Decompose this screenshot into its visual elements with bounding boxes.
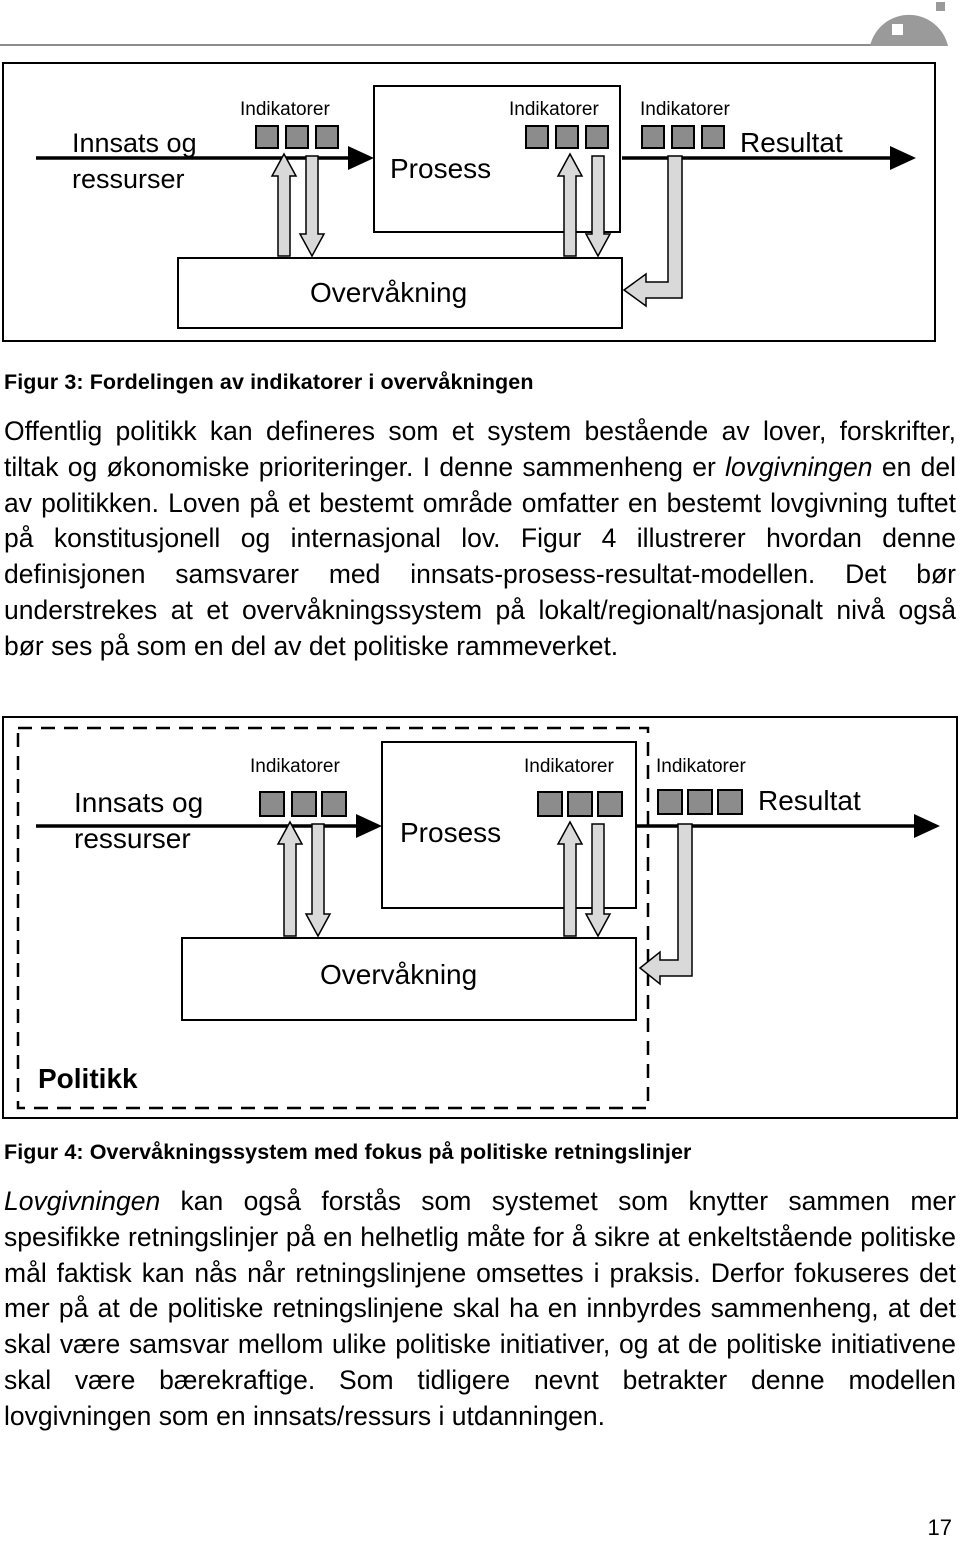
indicator-label-5: Indikatorer (524, 756, 614, 777)
figure-3-caption: Figur 3: Fordelingen av indikatorer i overvåkningen (4, 370, 534, 394)
result-label: Resultat (740, 127, 843, 158)
arrow-up-1 (272, 154, 296, 256)
publisher-logo-icon (862, 0, 960, 48)
indicator-label-3: Indikatorer (640, 99, 730, 120)
paragraph-1-text-a: Offentlig politikk kan defineres som et system bestående av lover, forskrifter, tiltak og økonomiske prioriteringer. I denne sammenheng er (4, 416, 956, 482)
paragraph-2 (4, 1184, 956, 1435)
process-label-fig4: Prosess (400, 817, 502, 848)
indicator-squares-3 (642, 126, 724, 148)
figure-4-caption: Figur 4: Overvåkningssystem med fokus på politiske retningslinjer (4, 1140, 692, 1164)
arrow-down-1 (300, 156, 324, 256)
arrow-down-3 (306, 824, 330, 936)
paragraph-1-text-b: en del av politikken. Loven på et bestemt område omfatter en bestemt lovgivning tuftet på konstitusjonell og internasjonal lov. Figur 4 illustrerer hvordan denne definisjonen samsvarer med innsats-prosess-resultat-modellen. Det bør understrekes at et overvåkningssystem på lokalt/regionalt/nasjonalt nivå også bør ses på som en del av det politiske rammeverket. (4, 451, 956, 661)
arrow-feedback (624, 156, 682, 306)
input-label-line1-fig4: Innsats og (74, 787, 204, 818)
input-label-line2: ressurser (72, 164, 185, 194)
indicator-squares-4 (260, 792, 346, 816)
indicator-squares-6 (658, 790, 742, 814)
figure-3 (2, 62, 936, 342)
indicator-label-4: Indikatorer (250, 756, 340, 777)
arrow-up-3 (278, 822, 302, 936)
indicator-squares-2 (526, 126, 608, 148)
indicator-label-2: Indikatorer (509, 99, 599, 120)
header-rule (0, 44, 900, 46)
page-number: 17 (927, 1515, 952, 1540)
paragraph-2-italic: Lovgivningen (4, 1186, 161, 1216)
input-label-line1: Innsats og (72, 128, 197, 158)
indicator-label-6: Indikatorer (656, 756, 746, 777)
indicator-squares-5 (538, 792, 622, 816)
indicator-squares-1 (256, 126, 338, 148)
input-label-line2-fig4: ressurser (74, 823, 191, 854)
paragraph-2-text: kan også forstås som systemet som knytter sammen mer spesifikke retningslinjer på en helhetlig måte for å sikre at enkeltstående politiske mål faktisk kan nås når retningslinjene omsettes i praksis. Derfor fokuseres det mer på at de politiske retningslinjene skal ha en innbyrdes sammenheng, at det skal være samsvar mellom ulike politiske initiativer, og at de politiske initiativene skal være bærekraftige. Som tidligere nevnt betrakter denne modellen lovgivningen som en innsats/ressurs i utdanningen. (4, 1186, 956, 1431)
paragraph-1-italic: lovgivningen (725, 451, 873, 482)
result-label-fig4: Resultat (758, 785, 861, 816)
policy-label: Politikk (38, 1063, 138, 1094)
monitoring-label: Overvåkning (310, 277, 468, 308)
indicator-label-1: Indikatorer (240, 99, 330, 120)
process-label: Prosess (390, 153, 492, 184)
figure-4 (2, 716, 958, 1119)
paragraph-1 (4, 414, 956, 665)
monitoring-label-fig4: Overvåkning (320, 959, 478, 990)
